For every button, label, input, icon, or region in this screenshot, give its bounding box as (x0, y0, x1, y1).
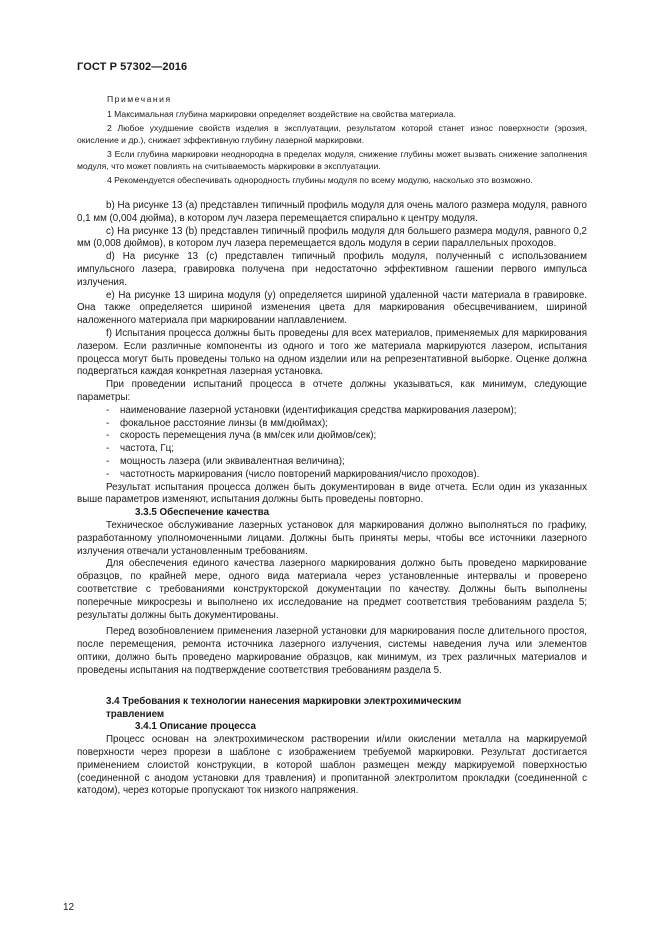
list-item-text: скорость перемещения луча (в мм/сек или дюймов/сек); (120, 430, 377, 442)
paragraph-e: e) На рисунке 13 ширина модуля (y) определяется шириной удаленной части материала в гравировке. Она также определяется шириной изменения цвета для маркирования обесцвечиванием, шириной наложенного материала при маркировании наплавлением. (77, 289, 587, 327)
list-item (77, 405, 587, 418)
section-heading-3-4-line2: травлением (106, 709, 165, 721)
section-heading-3-4-line1: 3.4 Требования к технологии нанесения маркировки электрохимическим (106, 696, 462, 708)
quality-paragraph: Для обеспечения единого качества лазерного маркирования должно быть проведено маркирование образцов, по крайней мере, одного вида материала через установленные интервалы и проверено соответствие с требованиями конструкторской документации по качеству. Должны быть выполнены поперечные микросрезы и выполнено их исследование на предмет соответствия требованиям раздела 5; результаты должны быть документированы. (77, 558, 587, 621)
list-item (77, 418, 587, 431)
list-item-text: наименование лазерной установки (идентификация средства маркирования лазером); (120, 404, 517, 416)
note-item: 2 Любое ухудшение свойств изделия в эксплуатации, результатом которой станет износ поверхности (эрозия, окисление и др.), снижает эффективную глубину лазерной маркировки. (77, 123, 587, 145)
note-item: 3 Если глубина маркировки неоднородна в пределах модуля, снижение глубины может вызвать снижение заполнения модуля, что может повлиять на считываемость маркировки в эксплуатации. (77, 149, 587, 171)
note-item: 1 Максимальная глубина маркировки определяет воздействие на свойства материала. (107, 109, 456, 119)
list-dash: - (106, 417, 110, 429)
paragraph-f: f) Испытания процесса должны быть проведены для всех материалов, применяемых для маркирования лазером. Если различные компоненты из одного и того же материала маркируются лазером, испытания процесса могут быть проведены только на одном изделии или на репрезентативной выборке. Оценке должна подвергаться каждая конкретная лазерная установка. (77, 327, 587, 378)
maintenance-paragraph: Техническое обслуживание лазерных установок для маркирования должно выполняться по графику, разработанному уполномоченными лицами. Должны быть приняты меры, чтобы все источники лазерного излучения отвечали установленным требованиям. (77, 519, 587, 557)
list-item (77, 469, 587, 482)
process-paragraph: Процесс основан на электрохимическом растворении и/или окислении металла на маркируемой поверхности через прорези в шаблоне с изображением требуемой маркировки. Результат достигается применением слоистой конструкции, в которой шаблон размещен между маркируемой поверхностью (соединенной с анодом установки для травления) и пропитанной электролитом прокладки (соединенной с катодом), через которые пропускают ток низкого напряжения. (77, 734, 587, 797)
document-header: ГОСТ Р 57302—2016 (77, 61, 188, 73)
list-item (77, 456, 587, 469)
paragraph-c: c) На рисунке 13 (b) представлен типичный профиль модуля для большего размера модуля, равного 0,2 мм (0,008 дюймов), в котором луч лазера перемещается вдоль модуля в серии параллельных проходов. (77, 225, 587, 250)
list-item-text: мощность лазера (или эквивалентная величина); (120, 455, 345, 467)
list-item-text: фокальное расстояние линзы (в мм/дюймах); (120, 417, 329, 429)
list-dash: - (106, 468, 110, 480)
result-paragraph: Результат испытания процесса должен быть документирован в виде отчета. Если один из указанных выше параметров изменяют, испытания должны быть проведены повторно. (77, 481, 587, 506)
section-heading-3-4-1: 3.4.1 Описание процесса (135, 721, 256, 733)
notes-title: Примечания (107, 94, 172, 104)
paragraph-d: d) На рисунке 13 (c) представлен типичный профиль модуля, полученный с использованием импульсного лазера, гравировка получена при недостаточно эффективном гашении первого импульса излучения. (77, 251, 587, 288)
page-content (77, 93, 587, 798)
params-intro: При проведении испытаний процесса в отчете должны указываться, как минимум, следующие параметры: (77, 379, 587, 403)
notes-block (77, 93, 587, 186)
list-dash: - (106, 455, 110, 467)
section-heading-3-4 (77, 695, 587, 721)
body-text (77, 200, 587, 798)
params-list (77, 405, 587, 482)
list-item-text: частота, Гц; (120, 443, 174, 455)
list-item (77, 443, 587, 456)
page-number: 12 (63, 902, 75, 913)
section-heading-3-3-5: 3.3.5 Обеспечение качества (135, 507, 270, 519)
list-item-text: частотность маркирования (число повторений маркирования/число проходов). (120, 468, 480, 480)
resume-paragraph: Перед возобновлением применения лазерной установки для маркирования после длительного простоя, после перемещения, ремонта источника лазерного излучения, системы наведения луча или элементов оптики, должно быть проведено маркирование образцов, как минимум, из трех различных материалов и проведены испытания на подтверждение соответствия требованиям раздела 5. (77, 626, 587, 676)
list-dash: - (106, 404, 110, 416)
list-dash: - (106, 430, 110, 442)
list-dash: - (106, 443, 110, 455)
list-item (77, 430, 587, 443)
paragraph-b: b) На рисунке 13 (a) представлен типичный профиль модуля для очень малого размера модуля, равного 0,1 мм (0,004 дюйма), в котором луч лазера перемещается спирально к центру модуля. (77, 200, 587, 224)
note-item: 4 Рекомендуется обеспечивать однородность глубины модуля по всему модулю, насколько это возможно. (107, 175, 533, 185)
